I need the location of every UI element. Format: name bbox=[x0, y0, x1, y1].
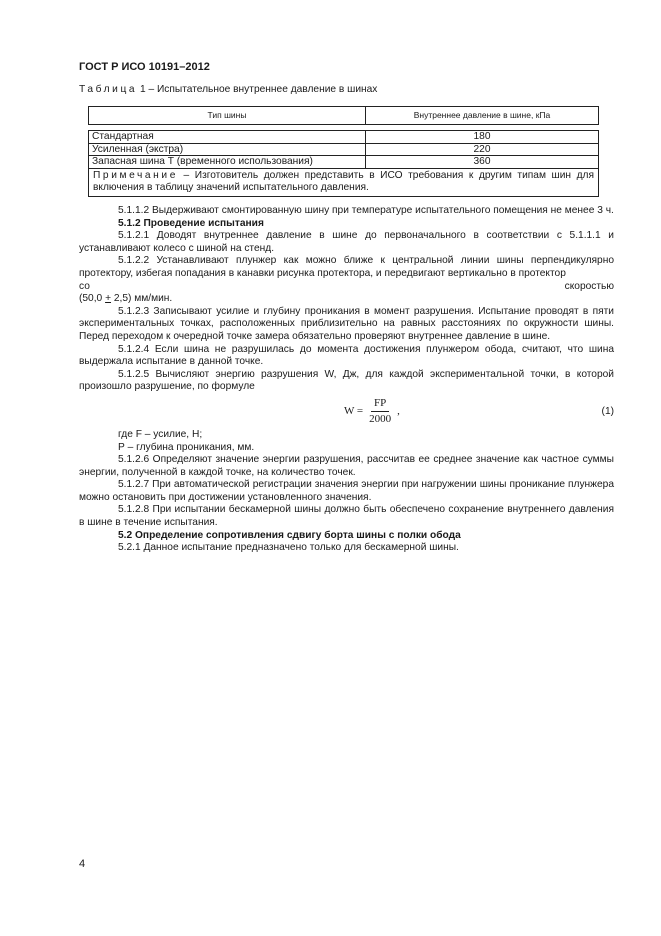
cell-pressure: 180 bbox=[366, 131, 599, 144]
table-caption bbox=[79, 84, 377, 95]
table-row bbox=[89, 131, 599, 144]
paragraph-5-1-2-5: 5.1.2.5 Вычисляют энергию разрушения W, Дж, для каждой экспериментальной точки, в которой произошло разрушение, по формуле bbox=[79, 368, 614, 393]
table-note bbox=[89, 168, 599, 196]
speed-value-start: (50,0 bbox=[79, 293, 106, 305]
paragraph-5-1-1-2: 5.1.1.2 Выдерживают смонтированную шину при температуре испытательного помещения не менее 3 ч. bbox=[118, 205, 614, 216]
column-header-tire-type: Тип шины bbox=[89, 107, 366, 125]
paragraph-5-1-2-3: 5.1.2.3 Записывают усилие и глубину проникания в момент разрушения. Испытание проводят в пяти экспериментальных точках, расположенных приблизительно на равных расстояниях по окружности шины. Перед переходом к очередной точке замера обязательно проверяют внутреннее давление в шине. bbox=[79, 305, 614, 342]
paragraph-5-1-2-7: 5.1.2.7 При автоматической регистрации значения энергии при нагружении шины проникание плунжера можно остановить при достижении установленного значения. bbox=[79, 479, 614, 503]
formula-numerator: FP bbox=[371, 397, 389, 412]
paragraph-5-1-2-1: 5.1.2.1 Доводят внутреннее давление в шине до первоначального в соответствии с 5.1.1.1 и устанавливают колесо с шиной на стенд. bbox=[79, 230, 614, 254]
table-note-label: Примечание bbox=[93, 169, 178, 181]
cell-pressure: 360 bbox=[366, 156, 599, 169]
cell-pressure: 220 bbox=[366, 143, 599, 156]
table-row bbox=[89, 143, 599, 156]
plus-minus-sign: + bbox=[105, 293, 112, 305]
paragraph-5-1-2-4: 5.1.2.4 Если шина не разрушилась до момента достижения плунжером обода, считают, что шина выдержала испытание в данной точке. bbox=[79, 343, 614, 368]
section-heading-5-2: 5.2 Определение сопротивления сдвигу борта шины с полки обода bbox=[118, 529, 461, 541]
formula-block bbox=[79, 397, 614, 427]
table-row bbox=[89, 156, 599, 169]
table-note-row bbox=[89, 168, 599, 196]
paragraph-5-1-2-6: 5.1.2.6 Определяют значение энергии разрушения, рассчитав ее среднее значение как частное суммы энергии, полученной в каждой точке, на количество точек. bbox=[79, 454, 614, 478]
speed-value-end: 2,5) мм/мин. bbox=[111, 293, 173, 305]
column-header-pressure: Внутреннее давление в шине, кПа bbox=[366, 107, 599, 125]
formula-comma: , bbox=[397, 405, 400, 418]
paragraph-5-1-2-2-speed-line bbox=[79, 281, 614, 294]
pressure-table bbox=[88, 106, 599, 197]
table-note-text: – Изготовитель должен представить в ИСО требования к другим типам шин для включения в таблицу значений испытательного давления. bbox=[93, 169, 594, 193]
section-heading-5-1-2: 5.1.2 Проведение испытания bbox=[118, 217, 264, 229]
cell-tire-type: Стандартная bbox=[89, 131, 366, 144]
table-header-row bbox=[89, 107, 599, 125]
cell-tire-type: Усиленная (экстра) bbox=[89, 143, 366, 156]
formula-fraction bbox=[366, 397, 394, 426]
cell-tire-type: Запасная шина Т (временного использования) bbox=[89, 156, 366, 169]
formula-number: (1) bbox=[601, 405, 614, 417]
formula-denominator: 2000 bbox=[369, 412, 392, 425]
speed-word-co: со bbox=[79, 280, 90, 292]
where-line-2: Р – глубина проникания, мм. bbox=[118, 441, 255, 453]
document-header: ГОСТ Р ИСО 10191–2012 bbox=[79, 61, 210, 73]
formula bbox=[344, 397, 400, 426]
document-body bbox=[79, 205, 614, 555]
where-line-1: где F – усилие, Н; bbox=[118, 428, 203, 440]
paragraph-5-1-2-2-speed-value bbox=[79, 293, 614, 306]
paragraph-5-1-2-8: 5.1.2.8 При испытании бескамерной шины должно быть обеспечено сохранение внутреннего давления в шине в течение испытания. bbox=[79, 504, 614, 529]
paragraph-5-2-1: 5.2.1 Данное испытание предназначено только для бескамерной шины. bbox=[118, 542, 459, 554]
speed-word-speed: скоростью bbox=[564, 280, 614, 292]
page-number: 4 bbox=[79, 858, 86, 870]
paragraph-5-1-2-2: 5.1.2.2 Устанавливают плунжер как можно ближе к центральной линии шины перпендикулярно протектору, избегая попадания в канавки рисунка протектора, и передвигают вертикально в протектор bbox=[79, 255, 614, 279]
table-caption-label: Таблица bbox=[79, 84, 138, 95]
table-caption-text: 1 – Испытательное внутреннее давление в шинах bbox=[137, 84, 378, 95]
formula-lhs: W = bbox=[344, 405, 364, 418]
